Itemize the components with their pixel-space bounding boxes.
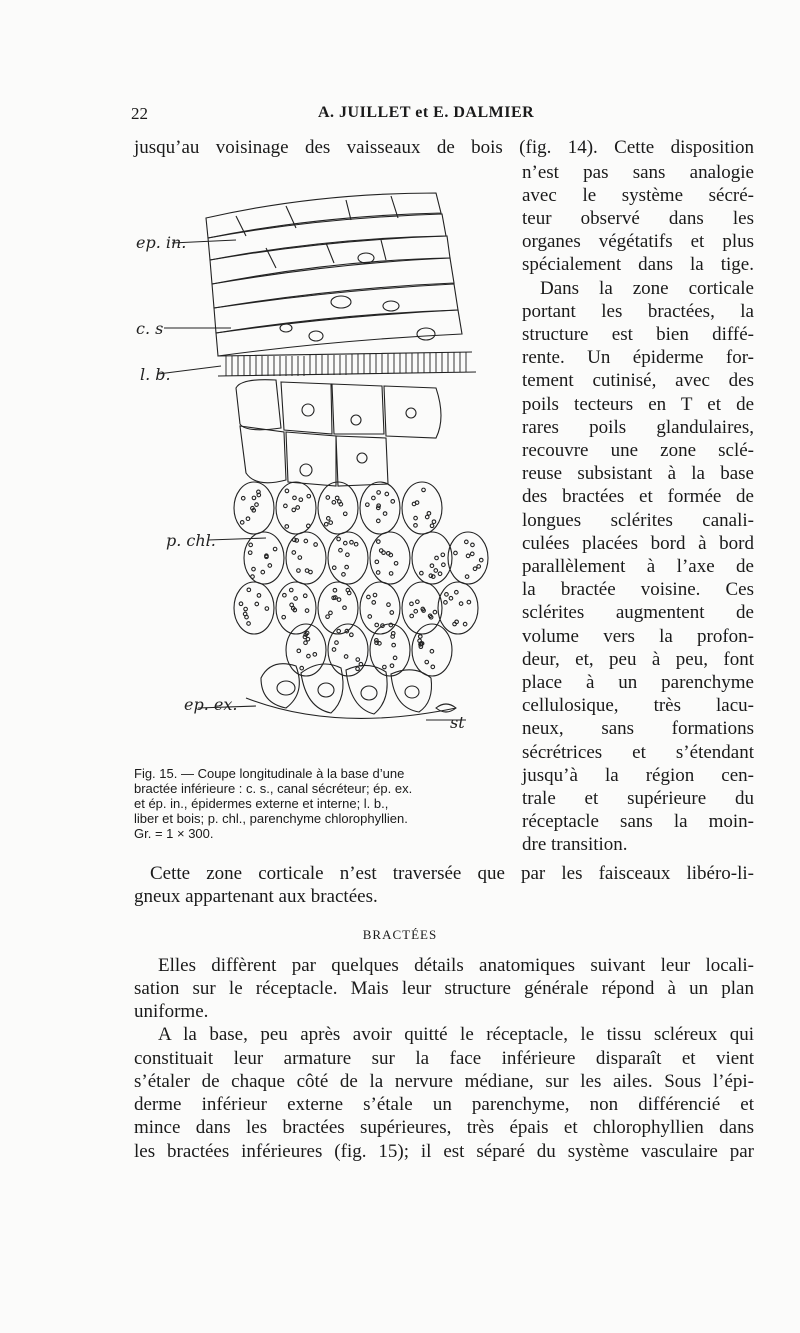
chloroplast [241,496,245,500]
chloroplast [299,498,303,502]
chloroplast [379,549,383,553]
chloroplast [313,653,317,657]
body-line: Elles diffèrent par quelques détails anatomiques suivant leur locali- [158,955,754,976]
parenchyma-cell [370,532,410,584]
chloroplast [431,665,435,669]
chloroplast [377,540,381,544]
chloroplast [307,654,311,658]
body-line: jusqu’au voisinage des vaisseaux de bois (fig. 14). Cette disposition [134,137,754,158]
chloroplast [247,588,251,592]
chloroplast [257,594,261,598]
chloroplast [390,611,394,615]
chloroplast [282,615,286,619]
chloroplast [292,551,296,555]
chloroplast [425,515,429,519]
body-line: derme inférieur externe s’étale un parenchyme, non différencié et [134,1094,754,1115]
chloroplast [257,493,261,497]
body-line: gneux appartenant aux bractées. [134,886,378,907]
chloroplast [354,542,358,546]
right-column-line: avec le système sécré- [522,185,754,206]
chloroplast [251,506,255,510]
figure-label-st: st [450,713,465,732]
chloroplast [473,567,477,571]
figure-label-pchl: p. chl. [166,531,216,550]
chloroplast [391,635,395,639]
right-column-line: reuse subsistant à la base [522,463,754,484]
chloroplast [391,500,395,504]
right-column-line: sclérites augmentent de [522,602,754,623]
chloroplast [463,622,467,626]
body-line: uniforme. [134,1001,209,1022]
chloroplast [306,637,310,641]
chloroplast [390,664,394,668]
chloroplast [294,597,298,601]
chloroplast [376,519,380,523]
chloroplast [305,609,309,613]
body-line: constituait leur armature sur la face inférieure disparaît et vient [134,1048,754,1069]
chloroplast [394,561,398,565]
parenchyma-cell [438,582,478,634]
chloroplast [240,521,244,525]
chloroplast [300,666,304,670]
chloroplast [289,588,293,592]
chloroplast [455,620,459,624]
right-column-line: spécialement dans la tige. [522,254,754,275]
chloroplast [467,600,471,604]
chloroplast [255,503,259,507]
body-line: A la base, peu après avoir quitté le réceptacle, le tissu scléreux qui [158,1024,754,1045]
chloroplast [293,496,297,500]
chloroplast [337,537,341,541]
chloroplast [255,602,259,606]
chloroplast [410,602,414,606]
chloroplast [442,563,446,567]
right-column-line: deur, et, peu à peu, font [522,649,754,670]
figure-label-ep-in: ep. in. [136,233,187,252]
chloroplast [335,641,339,645]
right-column-line: trale et supérieure du [522,788,754,809]
chloroplast [305,569,309,573]
chloroplast [454,551,458,555]
chloroplast [244,607,248,611]
right-column-line: réceptacle sans la moin- [522,811,754,832]
chloroplast [268,564,272,568]
chloroplast [265,555,269,559]
chloroplast [465,575,469,579]
chloroplast [339,548,343,552]
right-column-line: volume vers la profon- [522,626,754,647]
right-column-line: sécrétrices et s’étendant [522,742,754,763]
right-column-line: Dans la zone corticale [540,278,754,299]
parenchyma-cell [328,532,368,584]
chloroplast [430,649,434,653]
chloroplast [414,609,418,613]
chloroplast [261,570,265,574]
chloroplast [342,573,346,577]
right-column-line: la bractée voisine. Ces [522,579,754,600]
right-column-line: cellulosique, très lacu- [522,695,754,716]
right-column-line: poils tecteurs en T et de [522,394,754,415]
chloroplast [441,553,445,557]
chloroplast [387,603,391,607]
body-line: les bractées inférieures (fig. 15); il est séparé du système vasculaire par [134,1141,754,1162]
chloroplast [420,571,424,575]
chloroplast [265,607,269,611]
chloroplast [372,601,376,605]
chloroplast [252,567,256,571]
chloroplast [304,539,308,543]
chloroplast [285,525,289,529]
running-head: A. JUILLET et E. DALMIER [318,104,535,121]
chloroplast [389,572,393,576]
chloroplast [350,633,354,637]
parenchyma-cell [370,624,410,676]
chloroplast [376,571,380,575]
chloroplast [249,543,253,547]
body-line: s’étaler de chaque côté de la nervure médiane, sur les ailes. Sous l’épi- [134,1071,754,1092]
chloroplast [337,598,341,602]
chloroplast [356,658,360,662]
chloroplast [329,611,333,615]
chloroplast [332,501,336,505]
chloroplast [435,556,439,560]
chloroplast [445,593,449,597]
chloroplast [324,522,328,526]
chloroplast [303,594,307,598]
right-column-line: rares poils glandulaires, [522,417,754,438]
chloroplast [471,543,475,547]
chloroplast [283,593,287,597]
chloroplast [339,502,343,506]
right-column-line: organes végétatifs et plus [522,231,754,252]
chloroplast [366,503,370,507]
chloroplast [449,596,453,600]
chloroplast [306,524,310,528]
chloroplast [412,502,416,506]
chloroplast [326,496,330,500]
chloroplast [377,491,381,495]
figure-caption-line: bractée inférieure : c. s., canal sécréteur; ép. ex. [134,781,413,796]
chloroplast [433,610,437,614]
chloroplast [346,588,350,592]
parenchyma-cell [360,582,400,634]
parenchyma-cell [318,582,358,634]
right-column-line: neux, sans formations [522,718,754,739]
chloroplast [477,565,481,569]
chloroplast [297,649,301,653]
right-column-line: jusqu’à la région cen- [522,765,754,786]
chloroplast [375,639,379,643]
chloroplast [375,623,379,627]
chloroplast [239,602,243,606]
chloroplast [372,496,376,500]
chloroplast [252,496,256,500]
right-column-line: portant les bractées, la [522,301,754,322]
chloroplast [273,547,277,551]
chloroplast [329,521,333,525]
chloroplast [392,643,396,647]
right-column-line: teur observé dans les [522,208,754,229]
botanical-section-figure [136,188,522,758]
body-line: mince dans les bractées supérieures, très épais et chlorophyllien dans [134,1117,754,1138]
chloroplast [332,648,336,652]
chloroplast [343,606,347,610]
right-column-line: n’est pas sans analogie [522,162,754,183]
chloroplast [438,572,442,576]
chloroplast [383,512,387,516]
chloroplast [431,575,435,579]
chloroplast [307,494,311,498]
chloroplast [367,595,371,599]
parenchyma-cell [244,532,284,584]
right-column-line: place à un parenchyme [522,672,754,693]
right-column-line: rente. Un épiderme for- [522,347,754,368]
chloroplast [383,665,387,669]
chloroplast [356,667,360,671]
chloroplast [479,558,483,562]
chloroplast [296,506,300,510]
chloroplast [285,489,289,493]
chloroplast [422,488,426,492]
chloroplast [292,538,296,542]
body-line: sation sur le réceptacle. Mais leur structure générale répond à un plan [134,978,754,999]
chloroplast [314,543,318,547]
chloroplast [427,512,431,516]
chloroplast [251,575,255,579]
chloroplast [344,655,348,659]
chloroplast [455,590,459,594]
chloroplast [343,512,347,516]
chloroplast [432,520,436,524]
chloroplast [414,516,418,520]
right-column-line: dre transition. [522,834,628,855]
section-title: BRACTÉES [362,927,438,942]
right-column-line: tement cutinisé, avec des [522,370,754,391]
chloroplast [350,540,354,544]
figure-label-lb: l. b. [140,365,171,384]
chloroplast [304,641,308,645]
chloroplast [430,564,434,568]
chloroplast [414,524,418,528]
figure-label-ep-ex: ep. ex. [184,695,238,714]
figure-caption-line: et ép. in., épidermes externe et interne; l. b., [134,796,389,811]
chloroplast [418,635,422,639]
chloroplast [444,601,448,605]
chloroplast [298,556,302,560]
chloroplast [326,615,330,619]
figure-caption-line: Fig. 15. — Coupe longitudinale à la base d’une [134,766,405,781]
chloroplast [410,614,414,618]
figure-caption-line: liber et bois; p. chl., parenchyme chlorophyllien. [134,811,408,826]
chloroplast [375,560,379,564]
parenchyma-cell [318,482,358,534]
chloroplast [434,569,438,573]
chloroplast [245,615,249,619]
figure-label-cs: c. s [136,319,164,338]
page-number: 22 [131,104,148,123]
parenchyma-cell [276,582,316,634]
chloroplast [292,508,296,512]
chloroplast [327,517,331,521]
chloroplast [297,569,301,573]
right-column-line: recouvre une zone sclé- [522,440,754,461]
chloroplast [284,504,288,508]
chloroplast [345,565,349,569]
chloroplast [378,642,382,646]
body-line: Cette zone corticale n’est traversée que par les faisceaux libéro-li- [150,863,754,884]
chloroplast [430,524,434,528]
right-column-line: parallèlement à l’axe de [522,556,754,577]
chloroplast [385,492,389,496]
chloroplast [465,540,469,544]
chloroplast [416,600,420,604]
chloroplast [368,615,372,619]
chloroplast [247,622,251,626]
chloroplast [466,554,470,558]
chloroplast [337,629,341,633]
chloroplast [335,496,339,500]
chloroplast [332,566,336,570]
chloroplast [389,553,393,557]
figure-caption-line: Gr. = 1 × 300. [134,826,214,841]
chloroplast [470,552,474,556]
chloroplast [346,553,350,557]
chloroplast [246,517,250,521]
right-column-line: culées placées bord à bord [522,533,754,554]
chloroplast [393,656,397,660]
chloroplast [248,551,252,555]
right-column-line: des bractées et formée de [522,486,754,507]
chloroplast [373,593,377,597]
chloroplast [333,588,337,592]
right-column-line: longues sclérites canali- [522,510,754,531]
chloroplast [425,660,429,664]
chloroplast [343,541,347,545]
chloroplast [459,602,463,606]
right-column-line: structure est bien diffé- [522,324,754,345]
